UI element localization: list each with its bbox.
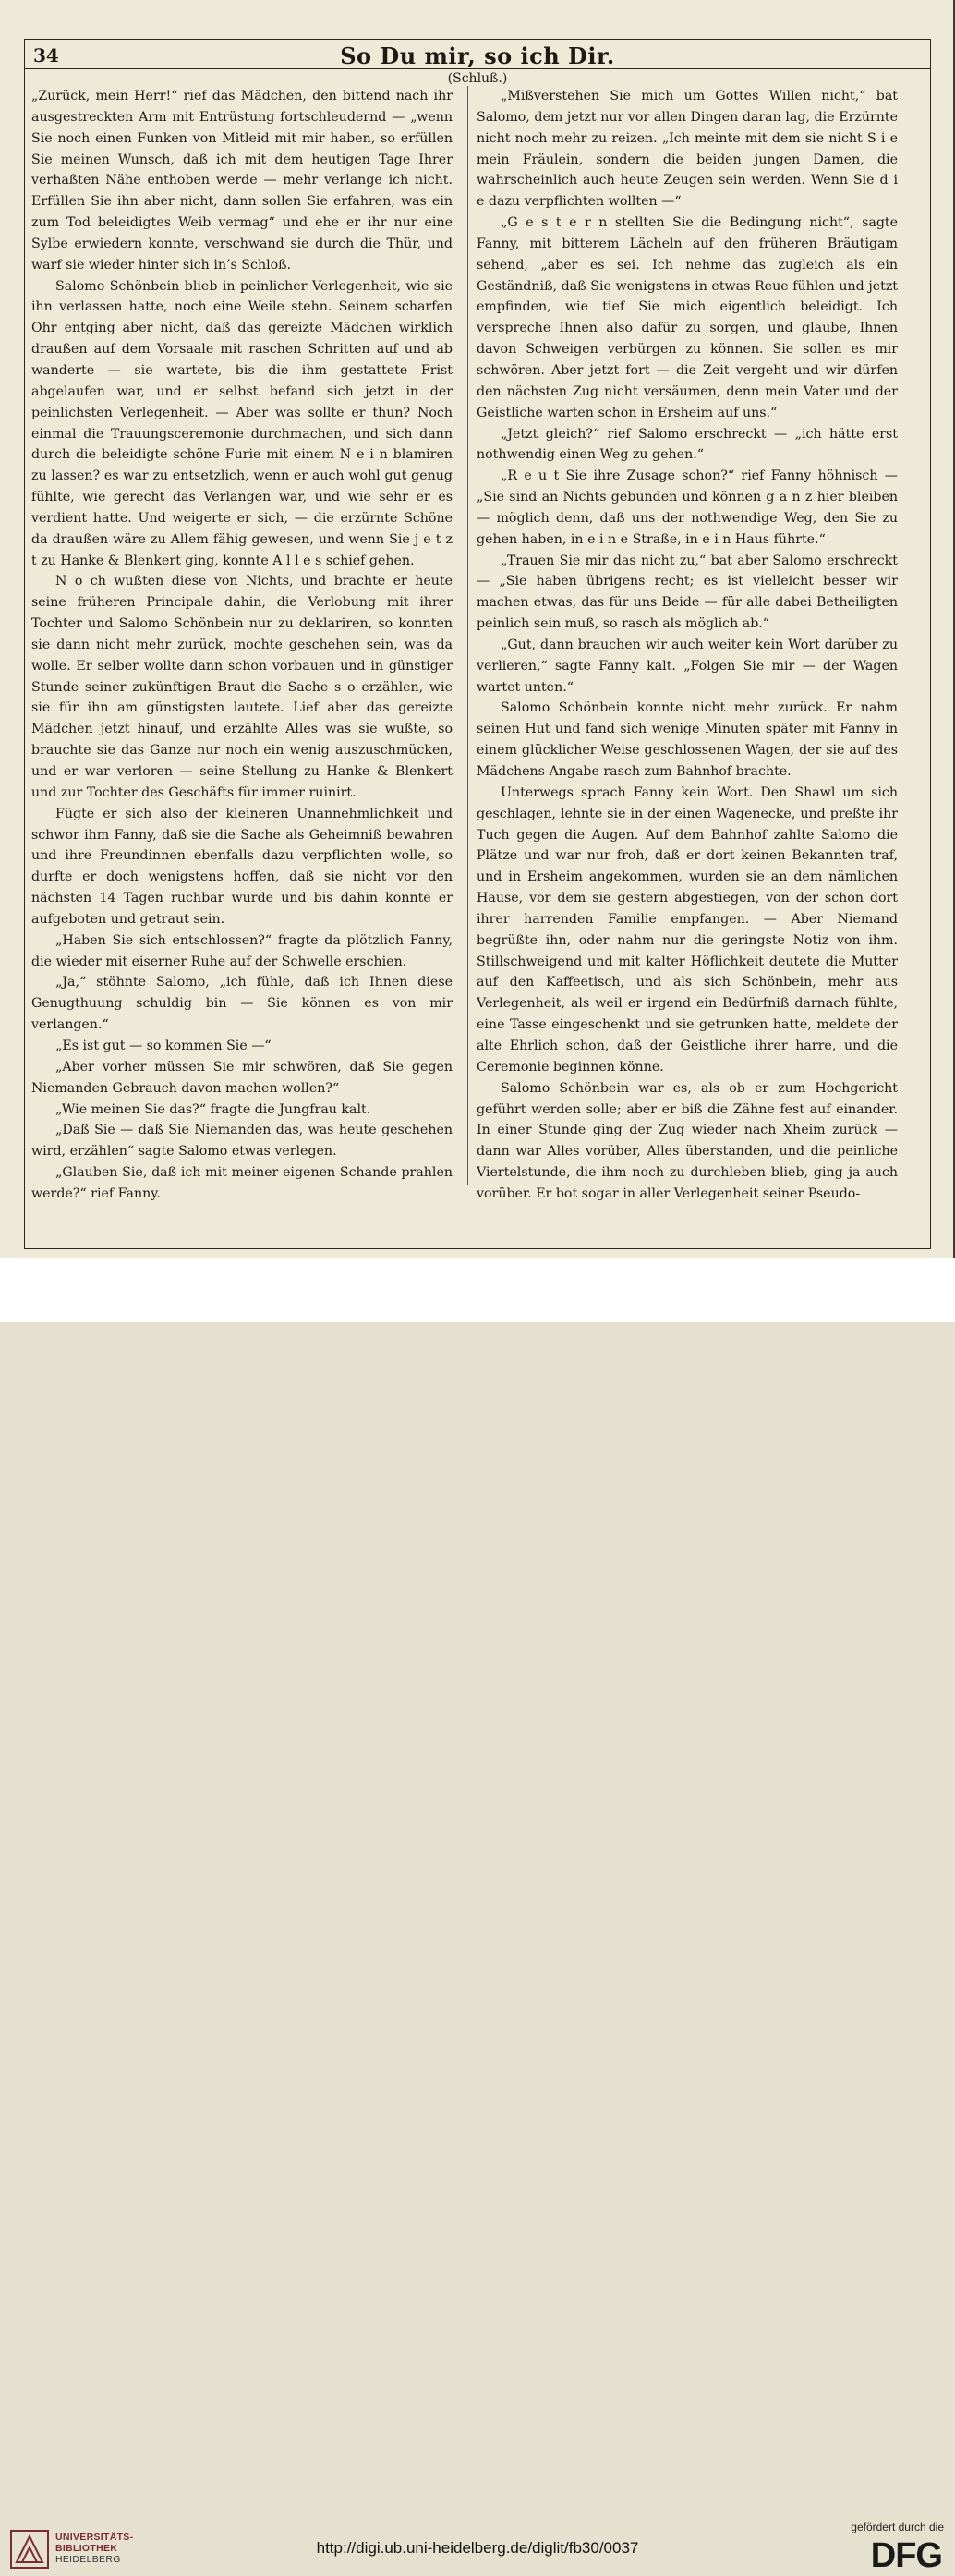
article-title: So Du mir, so ich Dir. — [340, 43, 615, 69]
paragraph: „Es ist gut — so kommen Sie —“ — [55, 1038, 272, 1053]
paragraph: „Trauen Sie mir das nicht zu,“ bat aber Salomo erschreckt — „Sie haben übrigens recht; es ist vielleicht besser wir machen etwas, das für uns Beide — für alle dabei Betheiligten peinlich sein muß, so rasch als möglich ab.“ — [477, 553, 898, 632]
sponsor-text: gefördert durch die — [851, 2521, 944, 2533]
paragraph: Salomo Schönbein blieb in peinlicher Verlegenheit, wie sie ihn verlassen hatte, noch eine Weile stehn. Seinem scharfen Ohr entging aber nicht, daß das gereizte Mädchen wirklich draußen auf dem Vorsaale mit raschen Schritten auf und ab wanderte — sie wartete, bis die ihm gestattete Frist abgelaufen war, und er selbst befand sich jetzt in der peinlichsten Verlegenheit. — Aber was sollte er thun? Noch einmal die Trauungsceremonie durchmachen, und sich dann durch die beleidigte schöne Furie mit einem N e i n blamiren zu lassen? es war zu entsetzlich, wenn er auch wohl gut genug fühlte, wie gerecht das Verlangen war, und wie sehr er es verdient hatte. Und weigerte er sich, — die erzürnte Schöne da draußen wäre zu Allem fähig gewesen, und wenn Sie j e t z t zu Hanke & Blenkert ging, konnte A l l e s schief gehen. — [31, 278, 453, 568]
article-subtitle: (Schluß.) — [447, 71, 508, 86]
header-rule — [24, 68, 931, 69]
paragraph: „Haben Sie sich entschlossen?“ fragte da plötzlich Fanny, die wieder mit eiserner Ruhe auf der Schwelle erschien. — [31, 932, 453, 969]
paragraph: Salomo Schönbein konnte nicht mehr zurück. Er nahm seinen Hut und fand sich wenige Minuten später mit Fanny in einem glücklicher Weise geschlossenen Wagen, der sie auf des Mädchens Angabe rasch zum Bahnhof brachte. — [477, 700, 898, 779]
paragraph: N o ch wußten diese von Nichts, und brachte er heute seine früheren Principale dahin, die Verlobung mit ihrer Tochter und Salomo Schönbein nur zu deklariren, so konnten sie dann nicht mehr zurück, mochte geschehen sein, was da wolle. Er selber wollte dann schon vorbauen und in günstiger Stunde seiner zukünftigen Braut die Sache s o erzählen, wie sie für ihn am günstigsten lautete. Lief aber das gereizte Mädchen jetzt hinauf, und erzählte Alles was sie wußte, so brauchte sie das Ganze nur noch ein wenig auszuschmücken, und er war verloren — seine Stellung zu Hanke & Blenkert und zur Tochter des Geschäfts für immer ruinirt. — [31, 574, 453, 800]
paragraph: „Daß Sie — daß Sie Niemanden das, was heute geschehen wird, erzählen“ sagte Salomo etwas verlegen. — [31, 1123, 453, 1160]
paragraph: „Glauben Sie, daß ich mit meiner eigenen Schande prahlen werde?“ rief Fanny. — [31, 1165, 453, 1201]
paragraph: „Mißverstehen Sie mich um Gottes Willen nicht,“ bat Salomo, dem jetzt nur vor allen Dingen daran lag, die Erzürnte nicht noch mehr zu reizen. „Ich meinte mit dem sie nicht S i e mein Fräulein, sondern die beiden jungen Damen, die wahrscheinlich auch heute Zeugen sein werden. Wenn Sie d i e dazu verpflichten wollten —“ — [477, 89, 898, 210]
paragraph: „R e u t Sie ihre Zusage schon?“ rief Fanny höhnisch — „Sie sind an Nichts gebunden und können g a n z hier bleiben — möglich denn, daß uns der nothwendige Weg, den Sie zu gehen haben, in e i n e Straße, in e i n Haus führte.“ — [477, 468, 898, 547]
paragraph: „Wie meinen Sie das?“ fragte die Jungfrau kalt. — [55, 1101, 371, 1117]
institution-line: HEIDELBERG — [55, 2554, 121, 2565]
viewer-footer — [0, 1258, 955, 2575]
institution-line: BIBLIOTHEK — [55, 2543, 118, 2554]
permalink-url[interactable]: http://digi.ub.uni-heidelberg.de/diglit/fb30/0037 — [316, 2539, 639, 2557]
right-column — [477, 86, 898, 1205]
paragraph: „G e s t e r n stellten Sie die Bedingung nicht“, sagte Fanny, mit bitterem Lächeln auf den früheren Bräutigam sehend, „aber es sei. Ich nehme das zugleich als ein Geständniß, daß Sie wenigstens in etwas Reue fühlen und jetzt empfinden, wie tief Sie mich eigentlich beleidigt. Ich verspreche Ihnen also dafür zu sorgen, und glaube, Ihnen davon Schweigen verbürgen zu können. Sie sollen es mir schwören. Aber jetzt fort — die Zeit vergeht und wir dürfen den nächsten Zug nicht versäumen, denn mein Vater und der Geistliche warten schon in Ersheim auf uns.“ — [477, 215, 898, 420]
institution-line: UNIVERSITÄTS- — [55, 2532, 134, 2543]
dfg-logo: DFG — [870, 2536, 942, 2575]
paragraph: Salomo Schönbein war es, als ob er zum Hochgericht geführt werden solle; aber er biß die Zähne fest auf einander. In einer Stunde ging der Zug wieder nach Xheim zurück — dann war Alles vorüber, Alles überstanden, und die peinliche Viertelstunde, die ihm noch zu durchleben blieb, ging ja auch vorüber. Er bot sogar in aller Verlegenheit seiner Pseudo- — [477, 1080, 898, 1201]
paragraph: Fügte er sich also der kleineren Unannehmlichkeit und schwor ihm Fanny, daß sie die Sache als Geheimniß bewahren und ihre Freundinnen ebenfalls dazu verpflichten wolle, so durfte er doch wenigstens hoffen, daß sie nicht vor den nächsten 14 Tagen ruchbar wurde und bis dahin konnte er aufgeboten und getraut sein. — [31, 806, 453, 927]
paragraph: „Ja,“ stöhnte Salomo, „ich fühle, daß ich Ihnen diese Genugthuung schuldig bin — Sie können es von mir verlangen.“ — [31, 975, 453, 1033]
paragraph: „Zurück, mein Herr!“ rief das Mädchen, den bittend nach ihr ausgestreckten Arm mit Entrüstung fortschleudernd — „wenn Sie noch einen Funken von Mitleid mit mir haben, so erfüllen Sie meinen Wunsch, daß ich mit dem heutigen Tage Ihrer verhaßten Nähe enthoben werde — mehr verlange ich nicht. Erfüllen Sie ihn aber nicht, dann sollen Sie erfahren, was ein zum Tod beleidigtes Weib vermag“ und ehe er ihr nur eine Sylbe erwiedern konnte, verschwand sie durch die Thür, und warf sie wieder hinter sich in’s Schloß. — [31, 89, 453, 273]
paragraph: „Aber vorher müssen Sie mir schwören, daß Sie gegen Niemanden Gebrauch davon machen wollen?“ — [31, 1059, 453, 1096]
paragraph: „Gut, dann brauchen wir auch weiter kein Wort darüber zu verlieren,“ sagte Fanny kalt. „Folgen Sie mir — der Wagen wartet unten.“ — [477, 637, 898, 695]
page-number: 34 — [33, 44, 59, 67]
column-divider — [467, 86, 468, 1185]
paragraph: Unterwegs sprach Fanny kein Wort. Den Shawl um sich geschlagen, lehnte sie in der einen Wagenecke, und preßte ihr Tuch gegen die Augen. Auf dem Bahnhof zahlte Salomo die Plätze und war nur froh, daß er dort keinen Bekannten traf, und in Ersheim angekommen, wurden sie an dem nämlichen Hause, vor dem sie gestern abgestiegen, von der schon dort ihrer harrenden Familie empfangen. — Aber Niemand begrüßte ihn, oder nahm nur die geringste Notiz von ihm. Stillschweigend und mit kalter Höflichkeit deutete die Mutter auf den Kaffeetisch, und als sich Schönbein, mehr aus Verlegenheit, als weil er irgend ein Bedürfniß darnach fühlte, eine Tasse eingeschenkt und sie getrunken hatte, meldete der alte Ehrlich schon, daß der Geistliche ihrer harre, und die Ceremonie beginnen könne. — [477, 784, 898, 1075]
scanned-page — [0, 0, 955, 1258]
left-column — [31, 86, 453, 1205]
paragraph: „Jetzt gleich?“ rief Salomo erschreckt — „ich hätte erst nothwendig einen Weg zu gehen.“ — [477, 426, 898, 463]
